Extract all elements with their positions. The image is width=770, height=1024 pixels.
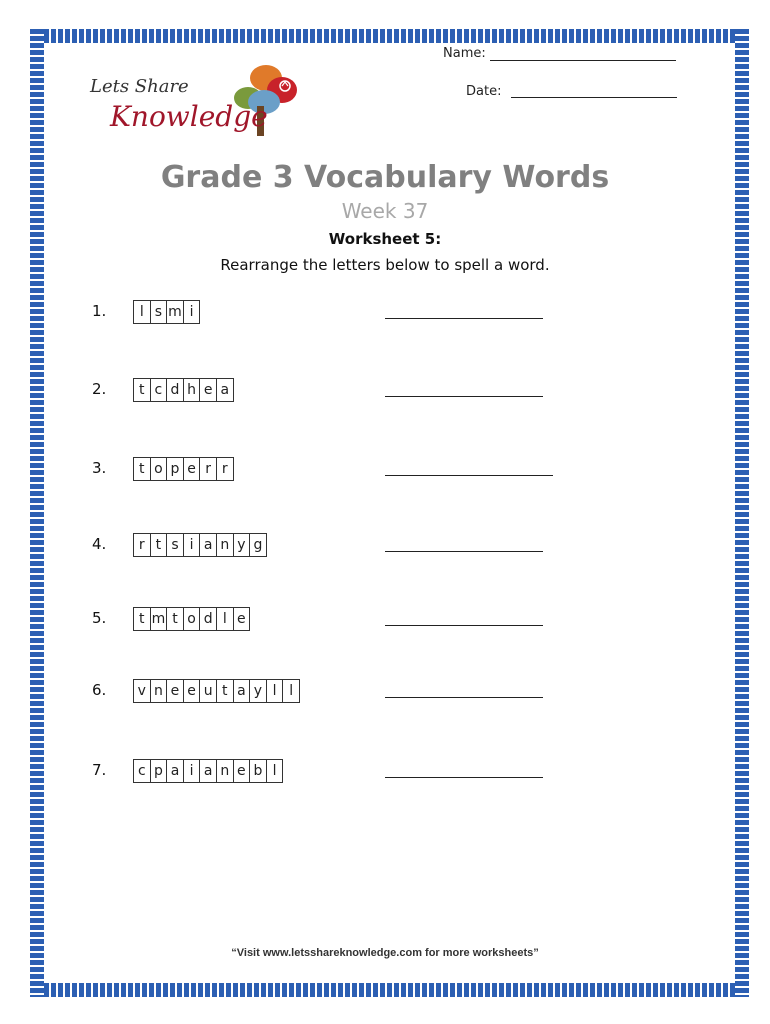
letter-box: m bbox=[166, 301, 183, 323]
letter-box: t bbox=[139, 382, 145, 398]
letter-boxes bbox=[133, 759, 283, 783]
letter-box: l bbox=[266, 680, 283, 702]
letter-boxes bbox=[133, 300, 200, 324]
letter-box: s bbox=[166, 534, 183, 556]
letter-box: c bbox=[137, 763, 146, 779]
instruction-text: Rearrange the letters below to spell a word. bbox=[220, 256, 550, 274]
question-number: 3. bbox=[92, 459, 107, 477]
letter-box: p bbox=[166, 458, 183, 480]
answer-line[interactable] bbox=[385, 697, 543, 698]
letter-box: e bbox=[233, 608, 250, 630]
lets-share-knowledge-logo bbox=[88, 56, 318, 146]
letter-box: n bbox=[216, 760, 233, 782]
name-label: Name: bbox=[443, 46, 486, 61]
date-label: Date: bbox=[466, 84, 502, 99]
page-border-top bbox=[30, 29, 749, 43]
footer-text: “Visit www.letsshareknowledge.com for more worksheets” bbox=[231, 947, 539, 959]
letter-box: o bbox=[150, 458, 167, 480]
answer-line[interactable] bbox=[385, 318, 543, 319]
letter-box: i bbox=[183, 301, 200, 323]
letter-box: p bbox=[150, 760, 167, 782]
letter-box: a bbox=[199, 534, 216, 556]
letter-boxes bbox=[133, 378, 234, 402]
question-row bbox=[0, 457, 770, 481]
letter-box: n bbox=[150, 680, 167, 702]
letter-box: e bbox=[166, 680, 183, 702]
letter-box: v bbox=[137, 683, 146, 699]
question-number: 4. bbox=[92, 535, 107, 553]
answer-line[interactable] bbox=[385, 396, 543, 397]
letter-box: e bbox=[233, 760, 250, 782]
letter-box: a bbox=[216, 379, 233, 401]
letter-box: t bbox=[139, 461, 145, 477]
question-number: 6. bbox=[92, 681, 107, 699]
letter-box: i bbox=[183, 534, 200, 556]
letter-box: l bbox=[139, 304, 144, 320]
question-number: 7. bbox=[92, 761, 107, 779]
letter-box: d bbox=[199, 608, 216, 630]
question-number: 5. bbox=[92, 609, 107, 627]
letter-box: o bbox=[183, 608, 200, 630]
week-subtitle: Week 37 bbox=[341, 199, 429, 223]
letter-box: r bbox=[216, 458, 233, 480]
letter-box: h bbox=[183, 379, 200, 401]
question-number: 1. bbox=[92, 302, 107, 320]
letter-box: y bbox=[249, 680, 266, 702]
logo-text-line1: Lets Share bbox=[90, 76, 189, 97]
letter-boxes bbox=[133, 533, 267, 557]
letter-boxes bbox=[133, 679, 300, 703]
letter-box: a bbox=[233, 680, 250, 702]
answer-line[interactable] bbox=[385, 777, 543, 778]
letter-box: u bbox=[199, 680, 216, 702]
letter-box: t bbox=[150, 534, 167, 556]
letter-box: n bbox=[216, 534, 233, 556]
letter-box: l bbox=[282, 680, 299, 702]
question-row bbox=[0, 759, 770, 783]
letter-box: t bbox=[166, 608, 183, 630]
letter-box: m bbox=[150, 608, 167, 630]
letter-box: e bbox=[199, 379, 216, 401]
letter-box: g bbox=[249, 534, 266, 556]
letter-box: r bbox=[199, 458, 216, 480]
worksheet-label: Worksheet 5: bbox=[328, 230, 442, 248]
page-border-bottom bbox=[30, 983, 749, 997]
letter-box: t bbox=[139, 611, 145, 627]
date-field[interactable] bbox=[511, 97, 677, 98]
letter-box: r bbox=[138, 537, 145, 553]
question-row bbox=[0, 607, 770, 631]
answer-line[interactable] bbox=[385, 625, 543, 626]
letter-box: t bbox=[216, 680, 233, 702]
letter-box: a bbox=[199, 760, 216, 782]
question-row bbox=[0, 533, 770, 557]
letter-box: l bbox=[266, 760, 283, 782]
letter-boxes bbox=[133, 457, 234, 481]
question-row bbox=[0, 378, 770, 402]
letter-box: y bbox=[233, 534, 250, 556]
page-title: Grade 3 Vocabulary Words bbox=[160, 160, 610, 195]
letter-box: l bbox=[216, 608, 233, 630]
question-number: 2. bbox=[92, 380, 107, 398]
letter-box: s bbox=[150, 301, 167, 323]
letter-box: a bbox=[166, 760, 183, 782]
question-row bbox=[0, 679, 770, 703]
question-row bbox=[0, 300, 770, 324]
letter-box: i bbox=[183, 760, 200, 782]
letter-box: e bbox=[183, 680, 200, 702]
name-field[interactable] bbox=[490, 60, 676, 61]
answer-line[interactable] bbox=[385, 475, 553, 476]
letter-box: b bbox=[249, 760, 266, 782]
letter-box: c bbox=[150, 379, 167, 401]
logo-text-line2: Knowledge bbox=[110, 100, 268, 133]
letter-box: e bbox=[183, 458, 200, 480]
letter-box: d bbox=[166, 379, 183, 401]
letter-boxes bbox=[133, 607, 250, 631]
answer-line[interactable] bbox=[385, 551, 543, 552]
